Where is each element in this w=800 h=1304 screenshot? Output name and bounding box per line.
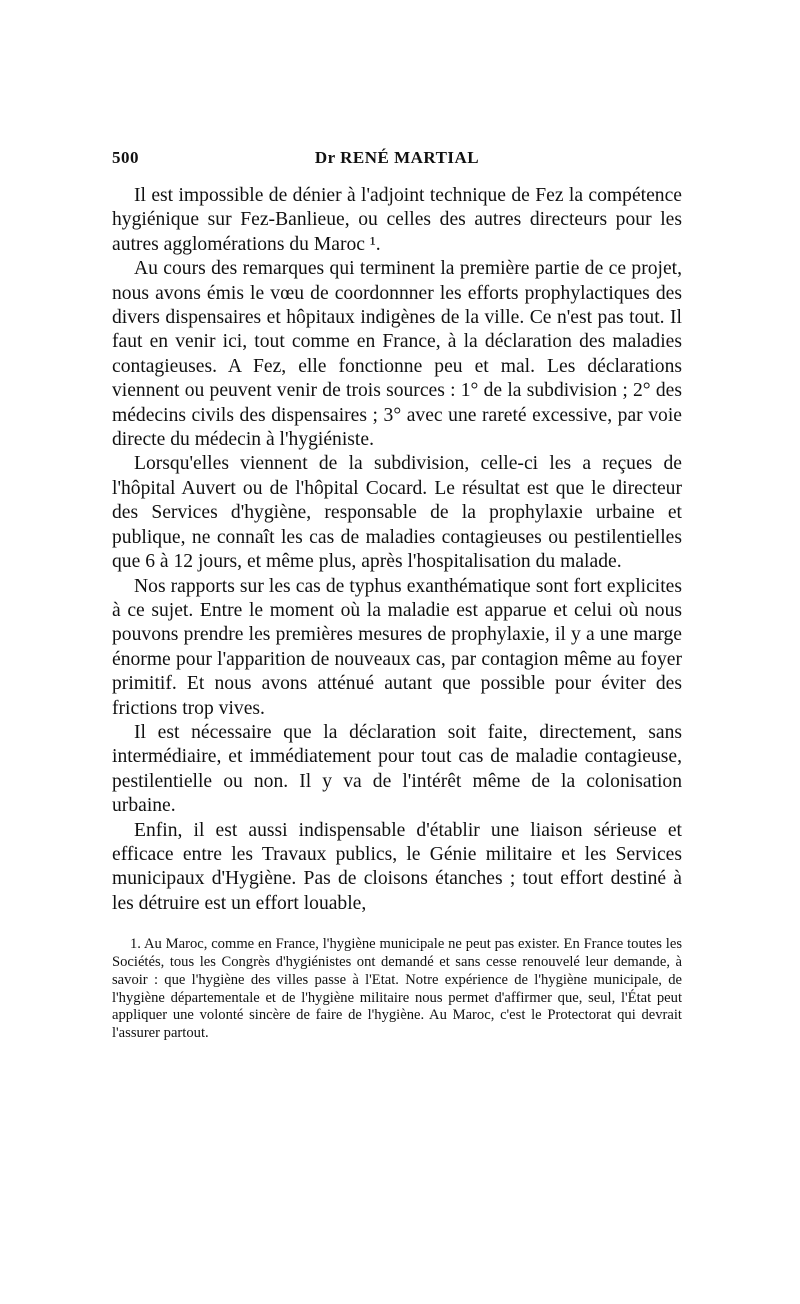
paragraph: Nos rapports sur les cas de typhus exanthématique sont fort explicites à ce sujet. Entre le moment où la maladie est apparue et celui où nous pouvons prendre les premières mesures de prophylaxie, il y a une marge énorme pour l'apparition de nouveaux cas, par contagion même au foyer primitif. Et nous avons atténué autant que possible pour éviter des frictions trop vives. [112, 575, 682, 719]
paragraph: Lorsqu'elles viennent de la subdivision, celle-ci les a reçues de l'hôpital Auvert ou de l'hôpital Cocard. Le résultat est que le directeur des Services d'hygiène, responsable de la prophylaxie urbaine et publique, ne connaît les cas de maladies contagieuses ou pestilentielles que 6 à 12 jours, et même plus, après l'hospitalisation du malade. [112, 453, 682, 573]
paragraph: Il est impossible de dénier à l'adjoint technique de Fez la compétence hygiénique sur Fez-Banlieue, ou celles des autres directeurs pour les autres agglomérations du Maroc ¹. [112, 185, 682, 255]
page-number: 500 [112, 148, 139, 167]
footnotes [112, 936, 682, 1043]
running-head-author: Dr RENÉ MARTIAL [314, 148, 480, 167]
book-page [112, 142, 682, 1043]
paragraph: Enfin, il est aussi indispensable d'établir une liaison sérieuse et efficace entre les Travaux publics, le Génie militaire et les Services municipaux d'Hygiène. Pas de cloisons étanches ; tout effort destiné à les détruire est un effort louable, [112, 819, 682, 914]
body-text [112, 184, 682, 916]
paragraph: Au cours des remarques qui terminent la première partie de ce projet, nous avons émis le vœu de coordonnner les efforts prophylactiques des divers dispensaires et hôpitaux indigènes de la ville. Ce n'est pas tout. Il faut en venir ici, tout comme en France, à la déclaration des maladies contagieuses. A Fez, elle fonctionne peu et mal. Les déclarations viennent ou peuvent venir de trois sources : 1° de la subdivision ; 2° des médecins civils des dispensaires ; 3° avec une rareté excessive, par voie directe du médecin à l'hygiéniste. [112, 258, 682, 451]
running-head [112, 142, 682, 170]
paragraph: Il est nécessaire que la déclaration soit faite, directement, sans intermédiaire, et immédiatement pour tout cas de maladie contagieuse, pestilentielle ou non. Il y va de l'intérêt même de la colonisation urbaine. [112, 721, 682, 817]
footnote: 1. Au Maroc, comme en France, l'hygiène municipale ne peut pas exister. En France toutes les Sociétés, tous les Congrès d'hygiénistes ont demandé et sans cesse renouvelé leur demande, à savoir : que l'hygiène des villes passe à l'Etat. Notre expérience de l'hygiène municipale, de l'hygiène départementale et de l'hygiène militaire nous permet d'affirmer que, seul, l'État peut appliquer une volonté sincère de faire de l'hygiène. Au Maroc, c'est le Protectorat qui devrait l'assurer partout. [112, 936, 682, 1042]
